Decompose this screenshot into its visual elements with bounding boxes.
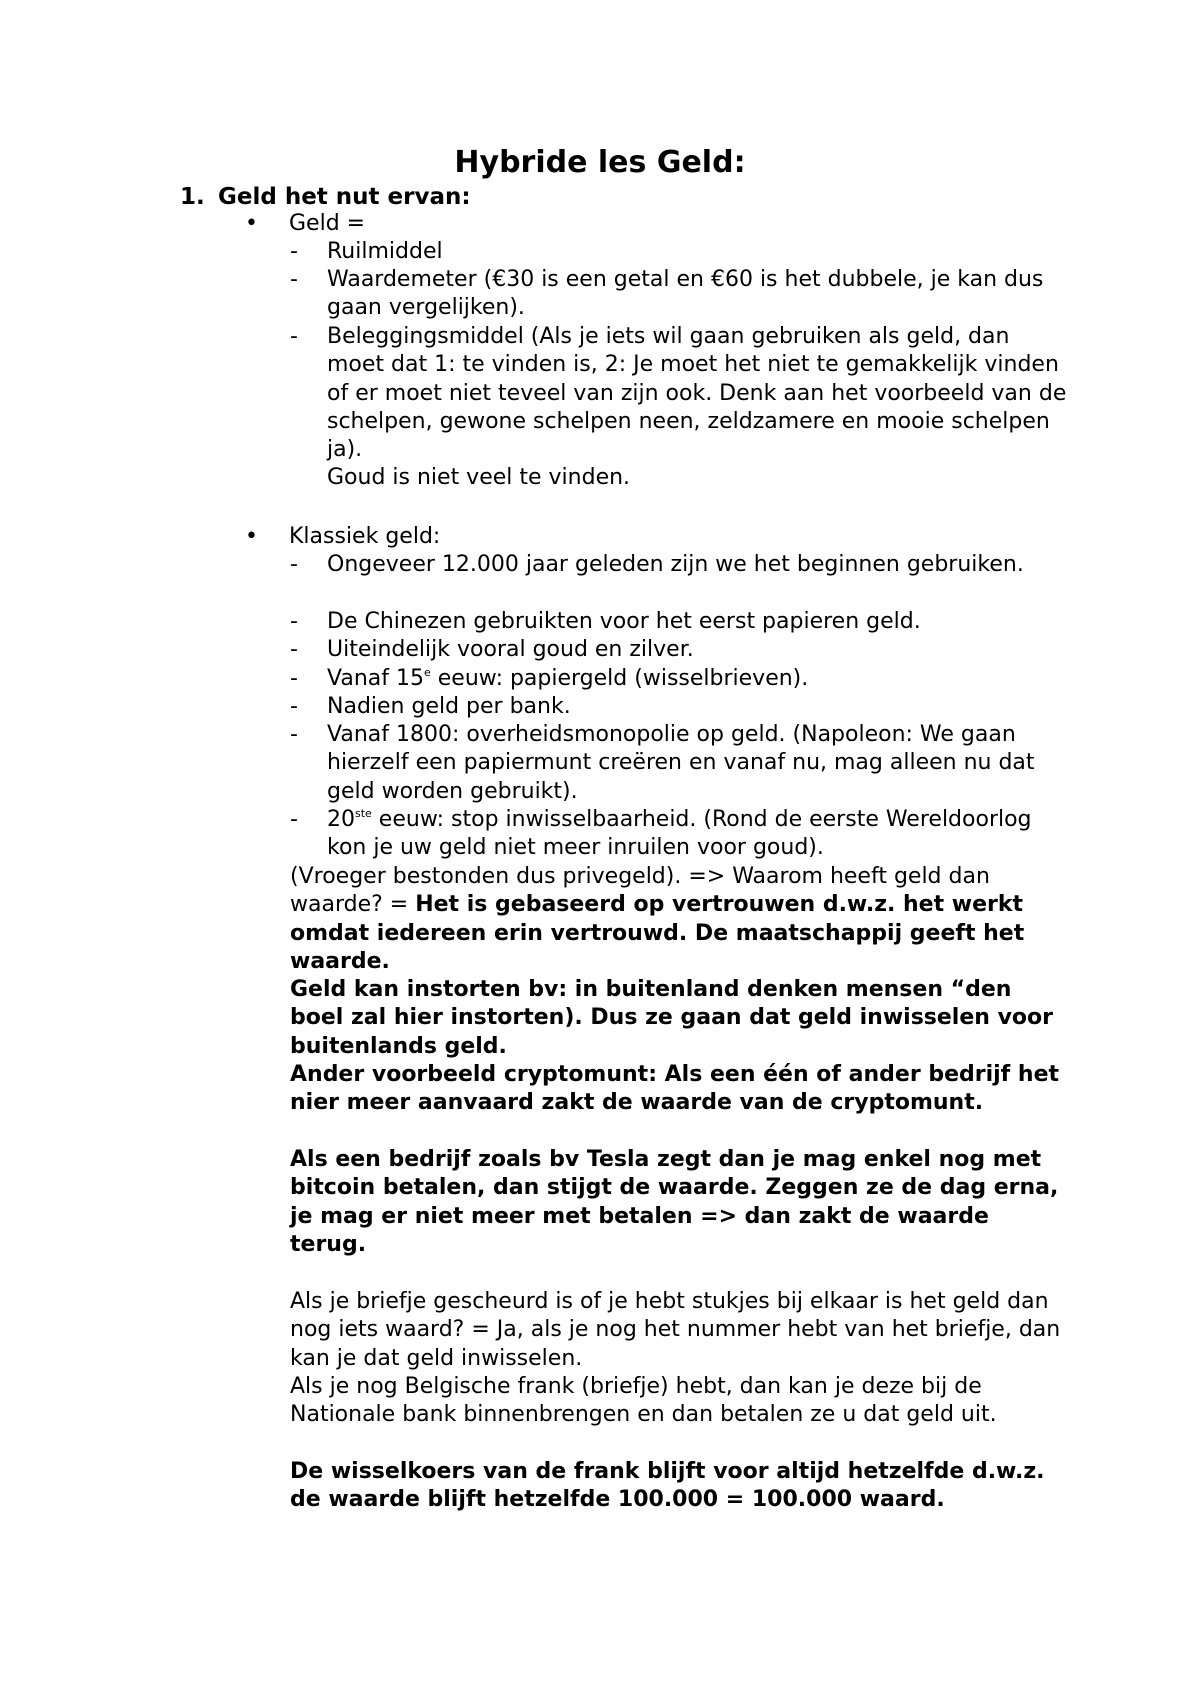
paragraph-wisselkoers: De wisselkoers van de frank blijft voor altijd hetzelfde d.w.z. de waarde blijft hetzelfde 100.000 = 100.000 waard. — [290, 1459, 1045, 1513]
dash-icon: - — [290, 324, 298, 349]
paragraph-cryptomunt: Ander voorbeeld cryptomunt: Als een één of ander bedrijf het nier meer aanvaard zakt de waarde van de cryptomunt. — [290, 1062, 1060, 1116]
list-item-text-post: eeuw: stop inwisselbaarheid. (Rond de eerste Wereldoorlog kon je uw geld niet meer inruilen voor goud). — [327, 807, 1032, 861]
list-item — [290, 665, 1070, 693]
list-item-text: Waardemeter (€30 is een getal en €60 is het dubbele, je kan dus gaan vergelijken). — [327, 267, 1044, 321]
list-item — [290, 323, 1070, 493]
section-number: 1. — [180, 184, 205, 210]
list-item — [290, 693, 1070, 721]
list-item-text: Nadien geld per bank. — [327, 694, 571, 719]
list-item — [290, 721, 1070, 806]
bullet-label: Klassiek geld: — [289, 524, 441, 549]
document-title: Hybride les Geld: — [454, 145, 746, 180]
dash-icon: - — [290, 609, 298, 634]
list-item-text: Uiteindelijk vooral goud en zilver. — [327, 637, 694, 662]
list-item — [290, 608, 1070, 636]
superscript: ste — [355, 807, 372, 820]
paragraph-bold-text: Het is gebaseerd op vertrouwen d.w.z. het werkt omdat iedereen erin vertrouwd. De maatschappij geeft het waarde. — [290, 892, 1025, 974]
list-item — [290, 238, 1070, 266]
list-item-text: Ruilmiddel — [327, 239, 443, 264]
dash-icon: - — [290, 807, 298, 832]
list-item-text: De Chinezen gebruikten voor het eerst papieren geld. — [327, 609, 921, 634]
list-item-text: Beleggingsmiddel (Als je iets wil gaan gebruiken als geld, dan moet dat 1: te vinden is, 2: Je moet het niet te gemakkelijk vinden of er moet niet teveel van zijn ook. Denk aan het voorbeeld van de schelpen, gewone schelpen neen, zeldzamere en mooie schelpen ja). — [327, 324, 1067, 463]
list-item-text-pre: 20 — [327, 807, 355, 832]
list-item-text — [327, 806, 1070, 863]
superscript: e — [423, 666, 431, 679]
dash-icon: - — [290, 637, 298, 662]
list-item — [290, 551, 1070, 579]
list-item — [290, 636, 1070, 664]
dash-icon: - — [290, 666, 298, 691]
paragraph-instorten: Geld kan instorten bv: in buitenland denken mensen “den boel zal hier instorten). Dus ze gaan dat geld inwisselen voor buitenlands geld. — [290, 977, 1054, 1059]
paragraph-text: (Vroeger bestonden dus privegeld). => Waarom heeft geld dan waarde? = — [290, 864, 990, 918]
dash-icon: - — [290, 552, 298, 577]
section-heading — [180, 183, 471, 211]
dash-icon: - — [290, 267, 298, 292]
list-item-text: Vanaf 1800: overheidsmonopolie op geld. (Napoleon: We gaan hierzelf een papiermunt creëren en vanaf nu, mag alleen nu dat geld worden gebruikt). — [327, 722, 1035, 804]
paragraph-waarde — [290, 863, 1070, 976]
paragraph-belgische-frank: Als je nog Belgische frank (briefje) hebt, dan kan je deze bij de Nationale bank binnenbrengen en dan betalen ze u dat geld uit. — [290, 1374, 997, 1428]
list-item — [290, 266, 1070, 323]
list-item-text: Ongeveer 12.000 jaar geleden zijn we het beginnen gebruiken. — [327, 552, 1024, 577]
paragraph-tesla: Als een bedrijf zoals bv Tesla zegt dan je mag enkel nog met bitcoin betalen, dan stijgt de waarde. Zeggen ze de dag erna, je mag er niet meer met betalen => dan zakt de waarde terug. — [290, 1147, 1059, 1257]
bullet-label: Geld = — [289, 211, 366, 236]
paragraph-briefje: Als je briefje gescheurd is of je hebt stukjes bij elkaar is het geld dan nog iets waard? = Ja, als je nog het nummer hebt van het briefje, dan kan je dat geld inwisselen. — [290, 1289, 1061, 1371]
list-item-text-pre: Vanaf 15 — [327, 666, 424, 691]
list-item-text-post: eeuw: papiergeld (wisselbrieven). — [430, 666, 809, 691]
list-item-text — [327, 665, 1070, 693]
list-item — [290, 806, 1070, 863]
dash-icon: - — [290, 694, 298, 719]
dash-icon: - — [290, 722, 298, 747]
bullet-icon: • — [245, 524, 258, 549]
section-heading-text: Geld het nut ervan: — [218, 184, 471, 210]
dash-icon: - — [290, 239, 298, 264]
list-item-text-extra: Goud is niet veel te vinden. — [327, 465, 631, 491]
bullet-icon: • — [245, 211, 258, 236]
